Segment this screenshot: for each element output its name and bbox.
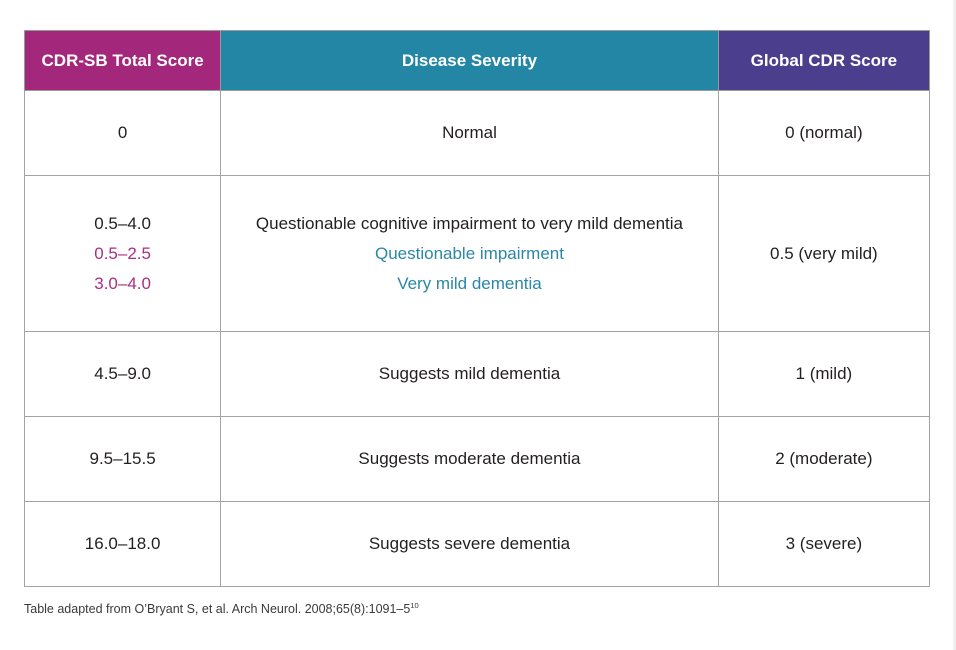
score-cell: 16.0–18.0 [25,502,221,587]
sub-severity-text: Questionable impairment [374,243,564,263]
table-row [25,332,930,417]
score-cell [25,176,221,332]
footnote-reference: 10 [410,601,419,610]
score-cell: 4.5–9.0 [25,332,221,417]
header-row [25,31,930,91]
header-global-cdr-score: Global CDR Score [718,31,929,91]
source-footnote [24,601,419,616]
severity-text: Questionable cognitive impairment to very mild dementia [255,213,684,233]
severity-cell [221,176,719,332]
score-cell: 0 [25,91,221,176]
header-cdr-sb-total-score: CDR-SB Total Score [25,31,221,91]
table-row [25,502,930,587]
footnote-text: Table adapted from O’Bryant S, et al. Arch Neurol. 2008;65(8):1091–5 [24,602,411,617]
table-row [25,417,930,502]
global-cdr-cell: 1 (mild) [718,332,929,417]
severity-cell: Suggests mild dementia [221,332,719,417]
table-row [25,176,930,332]
global-cdr-cell: 0 (normal) [718,91,929,176]
global-cdr-cell: 0.5 (very mild) [718,176,929,332]
sub-score-range: 3.0–4.0 [94,273,151,293]
header-disease-severity: Disease Severity [221,31,719,91]
global-cdr-cell: 3 (severe) [718,502,929,587]
score-range: 0.5–4.0 [94,213,151,233]
severity-cell: Suggests moderate dementia [221,417,719,502]
table-row [25,91,930,176]
sub-score-range: 0.5–2.5 [94,243,151,263]
global-cdr-cell: 2 (moderate) [718,417,929,502]
severity-cell: Suggests severe dementia [221,502,719,587]
sub-severity-text: Very mild dementia [397,273,542,293]
cdr-table [24,30,930,587]
score-cell: 9.5–15.5 [25,417,221,502]
severity-cell: Normal [221,91,719,176]
